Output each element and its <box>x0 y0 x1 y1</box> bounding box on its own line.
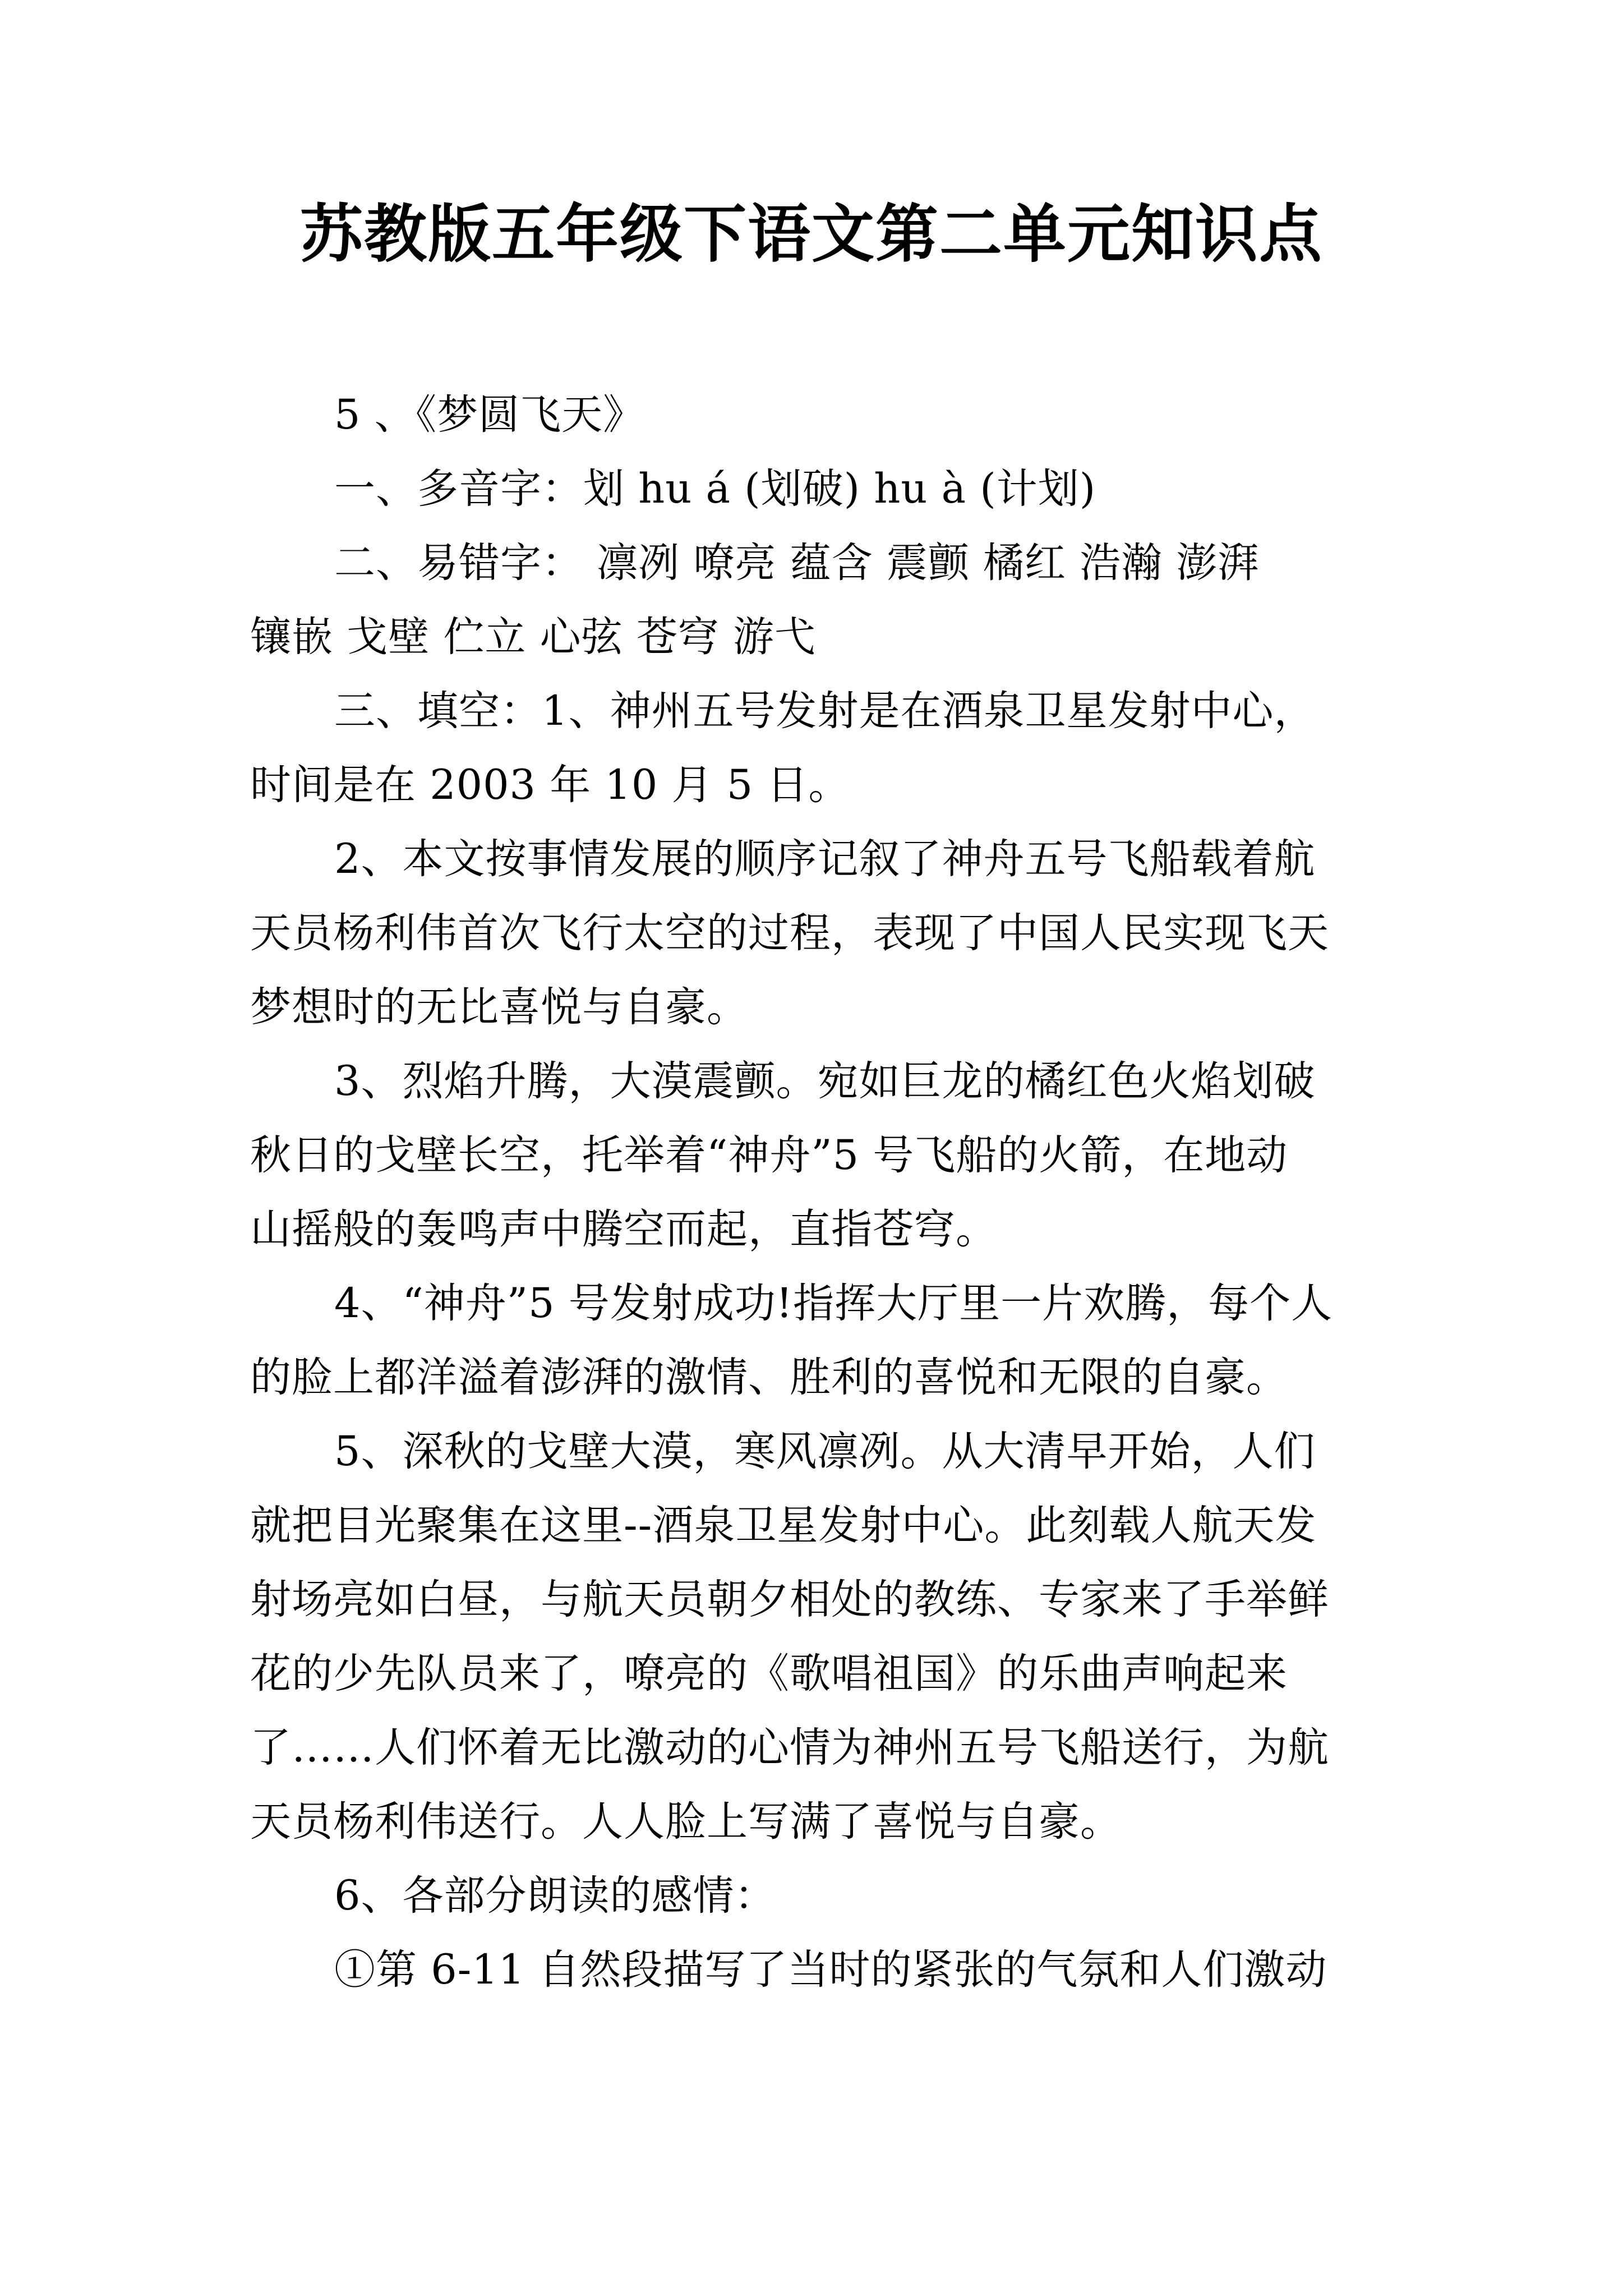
text-line-13: 4、“神舟”5 号发射成功!指挥大厅里一片欢腾，每个人 <box>334 1280 1333 1327</box>
text-line-2: 一、多音字：划 hu á (划破) hu à (计划) <box>334 465 1096 513</box>
text-line-7: 2、本文按事情发展的顺序记叙了神舟五号飞船载着航 <box>334 835 1316 883</box>
text-line-3: 二、易错字： 凛冽 嘹亮 蕴含 震颤 橘红 浩瀚 澎湃 <box>334 539 1260 587</box>
text-line-5: 三、填空：1、神州五号发射是在酒泉卫星发射中心， <box>334 687 1316 735</box>
text-line-14: 的脸上都洋溢着澎湃的激情、胜利的喜悦和无限的自豪。 <box>250 1354 1288 1401</box>
document-title: 苏教版五年级下语文第二单元知识点 <box>300 198 1323 271</box>
text-line-9: 梦想时的无比喜悦与自豪。 <box>250 983 748 1031</box>
text-line-20: 天员杨利伟送行。人人脸上写满了喜悦与自豪。 <box>250 1798 1122 1846</box>
text-line-8: 天员杨利伟首次飞行太空的过程，表现了中国人民实现飞天 <box>250 909 1329 957</box>
text-line-17: 射场亮如白昼，与航天员朝夕相处的教练、专家来了手举鲜 <box>250 1576 1329 1623</box>
text-line-19: 了……人们怀着无比激动的心情为神州五号飞船送行，为航 <box>250 1724 1329 1772</box>
text-line-6: 时间是在 2003 年 10 月 5 日。 <box>250 761 850 809</box>
text-line-18: 花的少先队员来了，嘹亮的《歌唱祖国》的乐曲声响起来 <box>250 1650 1288 1697</box>
text-line-22: ①第 6-11 自然段描写了当时的紧张的气氛和人们激动 <box>334 1946 1327 1994</box>
text-line-4: 镶嵌 戈壁 伫立 心弦 苍穹 游弋 <box>250 613 817 661</box>
text-line-12: 山摇般的轰鸣声中腾空而起，直指苍穹。 <box>250 1205 997 1253</box>
text-line-15: 5、深秋的戈壁大漠，寒风凛冽。从大清早开始，人们 <box>334 1428 1316 1475</box>
text-line-11: 秋日的戈壁长空，托举着“神舟”5 号飞船的火箭，在地动 <box>250 1131 1288 1179</box>
text-line-16: 就把目光聚集在这里--酒泉卫星发射中心。此刻载人航天发 <box>250 1502 1317 1549</box>
text-line-1: 5 、《梦圆飞天》 <box>334 391 645 439</box>
text-line-21: 6、各部分朗读的感情： <box>334 1872 776 1920</box>
text-line-10: 3、烈焰升腾，大漠震颤。宛如巨龙的橘红色火焰划破 <box>334 1057 1316 1105</box>
